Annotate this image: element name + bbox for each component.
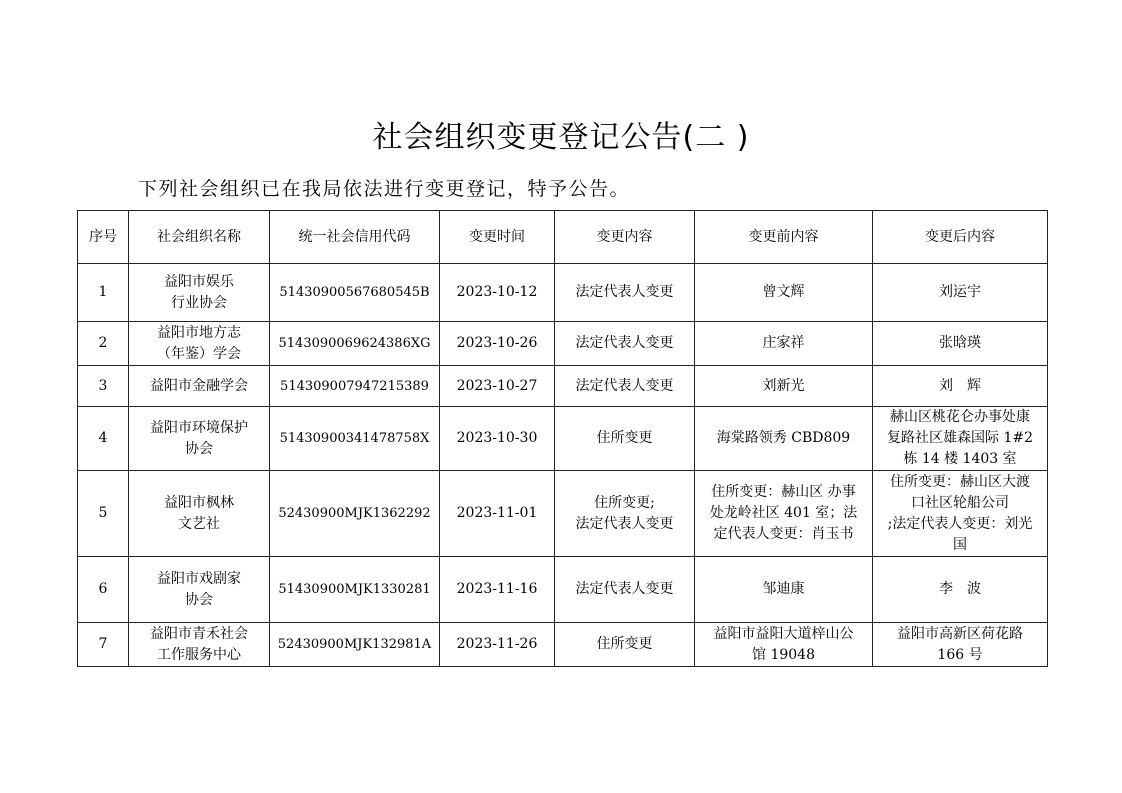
cell-credit-code: 52430900MJK132981A	[270, 623, 440, 667]
cell-after-line: 口社区轮船公司	[911, 494, 1009, 511]
table-row	[78, 471, 1048, 557]
cell-change-type-line: 法定代表人变更	[575, 284, 674, 300]
cell-before	[695, 471, 873, 557]
cell-after-line: 赫山区桃花仑办事处康	[890, 409, 1030, 425]
cell-org-name-line: 益阳市戏剧家	[157, 570, 241, 587]
cell-change-type	[555, 471, 695, 557]
cell-credit-code: 51430900567680545B	[270, 264, 440, 322]
cell-change-type	[555, 623, 695, 667]
cell-org-name	[129, 557, 270, 623]
cell-change-date: 2023-10-30	[440, 407, 555, 471]
cell-change-type-line: 法定代表人变更	[575, 335, 674, 351]
cell-org-name-line: （年鉴）学会	[157, 345, 241, 362]
cell-change-type-line: 住所变更;	[594, 494, 655, 511]
cell-before-line: 益阳市益阳大道梓山公	[713, 625, 854, 642]
cell-org-name-line: 益阳市地方志	[157, 324, 241, 341]
header-date: 变更时间	[440, 211, 555, 264]
cell-org-name-line: 工作服务中心	[157, 646, 241, 663]
table-row	[78, 407, 1048, 471]
cell-before-line: 曾文辉	[762, 284, 805, 300]
cell-org-name-line: 益阳市环境保护	[150, 419, 248, 436]
cell-after-line: 166 号	[937, 646, 983, 663]
header-before: 变更前内容	[695, 211, 873, 264]
cell-org-name-line: 益阳市娱乐	[164, 273, 234, 290]
cell-change-type-line: 住所变更	[596, 636, 653, 652]
cell-credit-code: 51430900MJK1330281	[270, 557, 440, 623]
table-header-row	[78, 211, 1048, 264]
intro-text: 下列社会组织已在我局依法进行变更登记，特予公告。	[138, 178, 631, 200]
cell-org-name	[129, 407, 270, 471]
cell-after	[873, 623, 1048, 667]
header-name: 社会组织名称	[129, 211, 270, 264]
cell-no: 5	[78, 471, 129, 557]
cell-org-name-line: 益阳市枫林	[164, 494, 234, 511]
cell-no: 7	[78, 623, 129, 667]
cell-org-name	[129, 322, 270, 366]
cell-change-type	[555, 407, 695, 471]
cell-credit-code: 514309007947215389	[270, 366, 440, 407]
cell-before-line: 处龙岭社区 401 室；法	[709, 505, 858, 521]
cell-change-date: 2023-10-26	[440, 322, 555, 366]
cell-after	[873, 557, 1048, 623]
cell-after-line: ;法定代表人变更：刘光	[887, 515, 1033, 532]
cell-before	[695, 557, 873, 623]
cell-credit-code: 52430900MJK1362292	[270, 471, 440, 557]
cell-change-type	[555, 366, 695, 407]
cell-before	[695, 322, 873, 366]
cell-no: 6	[78, 557, 129, 623]
cell-org-name-line: 协会	[185, 591, 213, 608]
cell-org-name	[129, 366, 270, 407]
cell-after	[873, 264, 1048, 322]
cell-after-line: 刘 辉	[939, 377, 981, 394]
cell-org-name-line: 行业协会	[171, 294, 227, 311]
registration-table	[77, 210, 1048, 667]
cell-before-line: 馆 19048	[752, 646, 815, 663]
table-row	[78, 623, 1048, 667]
cell-no: 3	[78, 366, 129, 407]
header-no: 序号	[78, 211, 129, 264]
cell-before	[695, 407, 873, 471]
cell-change-type-line: 法定代表人变更	[575, 581, 674, 597]
cell-change-type	[555, 557, 695, 623]
cell-change-date: 2023-11-16	[440, 557, 555, 623]
cell-change-date: 2023-10-12	[440, 264, 555, 322]
cell-after-line: 益阳市高新区荷花路	[897, 625, 1023, 642]
cell-org-name-line: 益阳市金融学会	[150, 377, 248, 394]
cell-org-name	[129, 471, 270, 557]
cell-before-line: 刘新光	[762, 377, 805, 394]
cell-org-name-line: 协会	[185, 440, 213, 457]
cell-after-line: 张晗瑛	[939, 335, 981, 351]
cell-no: 2	[78, 322, 129, 366]
cell-after-line: 刘运宇	[939, 284, 981, 300]
cell-before	[695, 366, 873, 407]
cell-org-name-line: 益阳市青禾社会	[150, 625, 248, 642]
table-row	[78, 322, 1048, 366]
table-row	[78, 366, 1048, 407]
cell-org-name	[129, 264, 270, 322]
table-row	[78, 557, 1048, 623]
cell-after-line: 住所变更：赫山区大渡	[890, 473, 1030, 490]
cell-after-line: 复路社区雄森国际 1#2	[887, 430, 1033, 446]
cell-change-type	[555, 322, 695, 366]
cell-no: 4	[78, 407, 129, 471]
cell-org-name-line: 文艺社	[178, 515, 220, 532]
cell-before	[695, 623, 873, 667]
cell-after	[873, 366, 1048, 407]
table-row	[78, 264, 1048, 322]
cell-after	[873, 322, 1048, 366]
cell-after-line: 国	[953, 536, 967, 553]
cell-before-line: 海棠路领秀 CBD809	[716, 430, 851, 446]
cell-change-date: 2023-10-27	[440, 366, 555, 407]
cell-before-line: 邹迪康	[762, 581, 805, 597]
header-change: 变更内容	[555, 211, 695, 264]
cell-before-line: 定代表人变更：肖玉书	[713, 526, 854, 542]
cell-change-type-line: 法定代表人变更	[575, 515, 674, 532]
cell-change-date: 2023-11-26	[440, 623, 555, 667]
header-code: 统一社会信用代码	[270, 211, 440, 264]
cell-credit-code: 51430900341478758X	[270, 407, 440, 471]
cell-after-line: 李 波	[939, 581, 981, 597]
cell-change-type	[555, 264, 695, 322]
cell-no: 1	[78, 264, 129, 322]
header-after: 变更后内容	[873, 211, 1048, 264]
cell-before-line: 庄家祥	[762, 335, 805, 351]
cell-change-date: 2023-11-01	[440, 471, 555, 557]
cell-credit-code: 5143090069624386XG	[270, 322, 440, 366]
cell-change-type-line: 住所变更	[596, 430, 653, 446]
cell-change-type-line: 法定代表人变更	[575, 377, 674, 394]
cell-org-name	[129, 623, 270, 667]
cell-after	[873, 471, 1048, 557]
page-title: 社会组织变更登记公告(二 )	[372, 120, 750, 155]
cell-after-line: 栋 14 楼 1403 室	[903, 451, 1017, 467]
cell-before-line: 住所变更：赫山区 办事	[711, 484, 856, 500]
cell-after	[873, 407, 1048, 471]
cell-before	[695, 264, 873, 322]
